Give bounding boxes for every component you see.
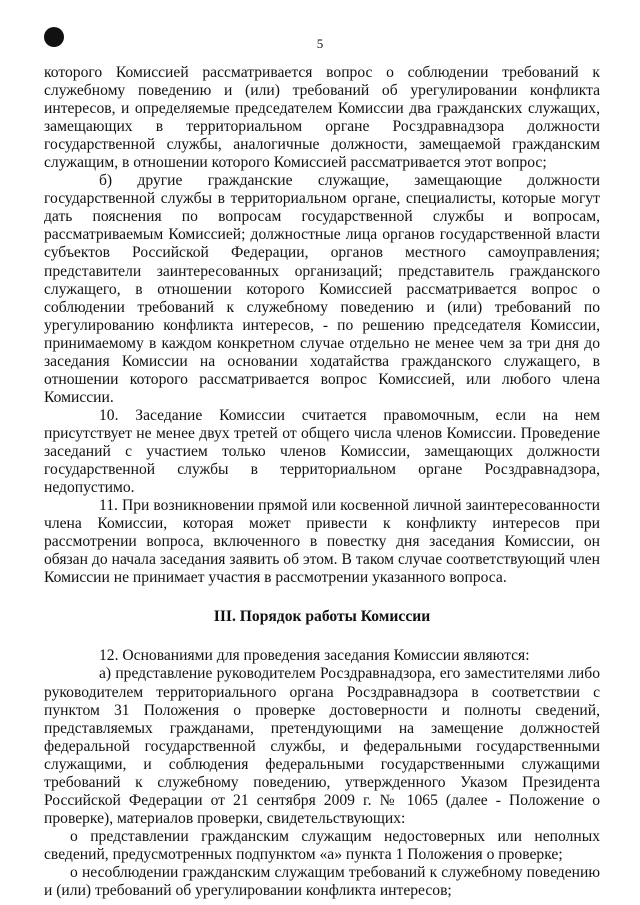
paragraph-10: 10. Заседание Комиссии считается правомочным, если на нем присутствует не менее двух третей от общего числа членов Комиссии. Проведение заседаний с участием только членов Комиссии, замещающих должности государственной службы в территориальном органе Росздравнадзора, недопустимо. (44, 406, 600, 497)
page-number: 5 (316, 36, 324, 51)
paragraph-continuation: которого Комиссией рассматривается вопрос о соблюдении требований к служебному поведению и (или) требований об урегулировании конфликта интересов, и определяемые председателем Комиссии два гражданских служащих, замещающих в территориальном органе Росздравнадзора должности государственной службы, аналогичные должности, замещаемой гражданским служащим, в отношении которого Комиссией рассматривается этот вопрос; (44, 64, 600, 172)
paragraph-11: 11. При возникновении прямой или косвенной личной заинтересованности члена Комиссии, которая может привести к конфликту интересов при рассмотрении вопроса, включенного в повестку дня заседания Комиссии, он обязан до начала заседания заявить об этом. В таком случае соответствующий член Комиссии не принимает участия в рассмотрении указанного вопроса. (44, 497, 600, 587)
paragraph-bullet-2: о несоблюдении гражданским служащим требований к служебному поведению и (или) требований об урегулировании конфликта интересов; (44, 863, 600, 900)
paragraph-a: а) представление руководителем Росздравнадзора, его заместителями либо руководителем территориального органа Росздравнадзора в соответствии с пунктом 31 Положения о проверке достоверности и полноты сведений, представляемых гражданами, претендующими на замещение должностей федеральной государственной службы, и федеральными государственными служащими, и соблюдения федеральными государственными служащими требований к служебному поведению, утвержденного Указом Президента Российской Федерации от 21 сентября 2009 г. № 1065 (далее - Положение о проверке), материалов проверки, свидетельствующих: (44, 665, 600, 827)
section-heading: III. Порядок работы Комиссии (213, 608, 431, 626)
document-body (44, 64, 600, 900)
paragraph-12: 12. Основаниями для проведения заседания Комиссии являются: (99, 647, 530, 665)
paragraph-bullet-1: о представлении гражданским служащим недостоверных или неполных сведений, предусмотренных подпунктом «а» пункта 1 Положения о проверке; (44, 827, 600, 863)
paragraph-b: б) другие гражданские служащие, замещающие должности государственной службы в территориальном органе, специалисты, которые могут дать пояснения по вопросам государственной службы и вопросам, рассматриваемым Комиссией; должностные лица органов государственной власти субъектов Российской Федерации, органов местного самоуправления; представители заинтересованных организаций; представитель гражданского служащего, в отношении которого Комиссией рассматривается вопрос о соблюдении требований к служебному поведению и (или) требований по урегулированию конфликта интересов, - по решению председателя Комиссии, принимаемому в каждом конкретном случае отдельно не менее чем за три дня до заседания Комиссии на основании ходатайства гражданского служащего, в отношении которого рассматривается вопрос Комиссией, или любого члена Комиссии. (44, 172, 600, 406)
